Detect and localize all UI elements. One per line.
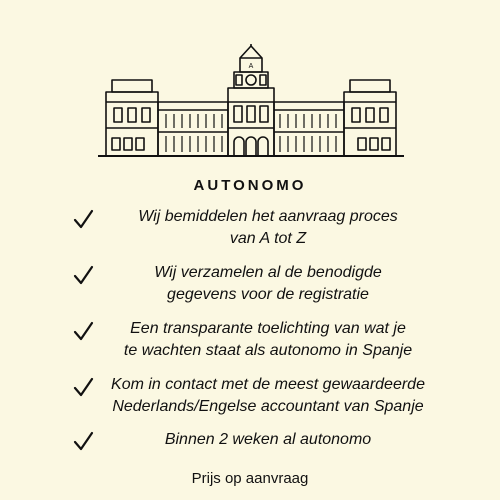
item-line: Een transparante toelichting van wat je bbox=[130, 320, 406, 337]
item-line: gegevens voor de registratie bbox=[167, 286, 369, 303]
item-line: te wachten staat als autonomo in Spanje bbox=[123, 342, 413, 359]
title: AUTONOMO bbox=[193, 177, 307, 194]
check-icon bbox=[72, 320, 94, 342]
check-icon bbox=[72, 430, 94, 452]
check-icon bbox=[72, 376, 94, 398]
item-line: Wij verzamelen al de benodigde bbox=[154, 264, 382, 281]
price-note: Prijs op aanvraag bbox=[191, 470, 309, 487]
item-line: Nederlands/Engelse accountant van Spanje bbox=[112, 398, 424, 415]
item-line: van A tot Z bbox=[229, 230, 307, 247]
item-line: Kom in contact met de meest gewaardeerde bbox=[111, 376, 425, 393]
check-icon bbox=[72, 208, 94, 230]
item-line: Wij bemiddelen het aanvraag proces bbox=[138, 208, 398, 225]
item-line: Binnen 2 weken al autonomo bbox=[164, 431, 372, 448]
check-icon bbox=[72, 264, 94, 286]
building-illustration bbox=[96, 44, 406, 164]
tower-letter: A bbox=[248, 63, 254, 70]
